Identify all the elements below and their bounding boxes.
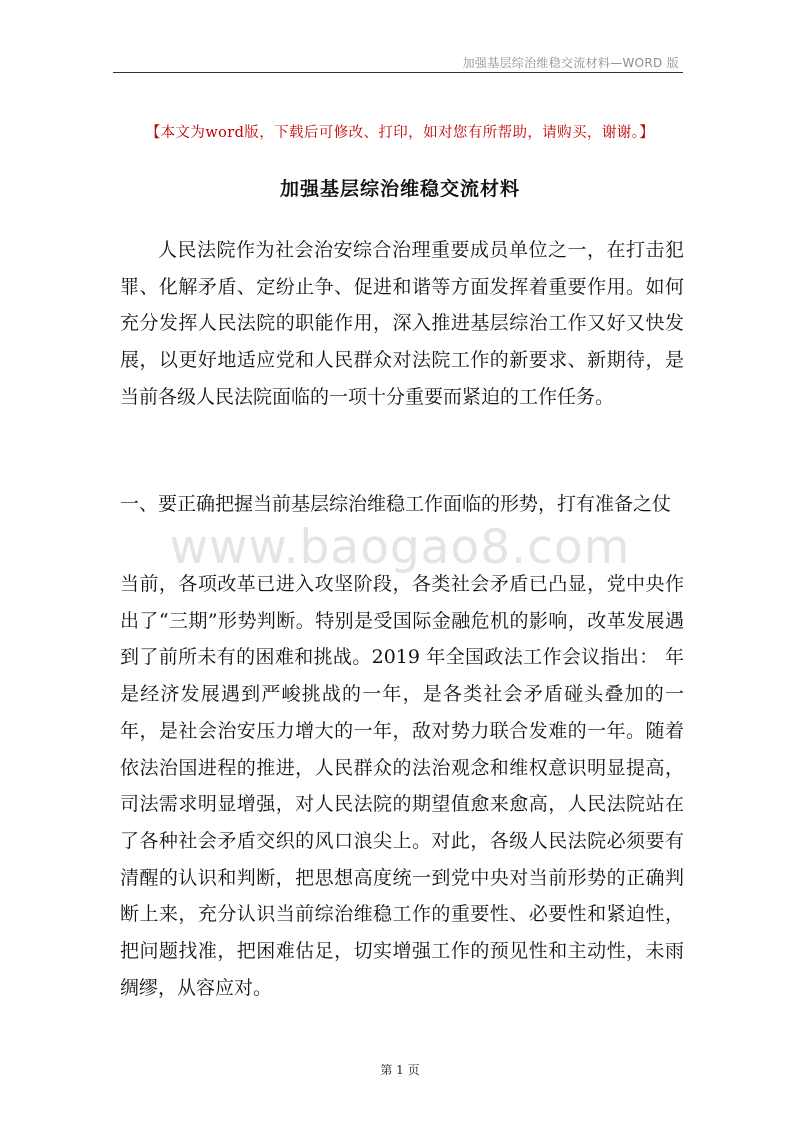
header-text: 加强基层综治维稳交流材料—WORD 版: [462, 56, 679, 70]
page-number: 第 1 页: [380, 1063, 420, 1077]
download-notice: 【本文为word版，下载后可修改、打印，如对您有所帮助，请购买，谢谢。】: [145, 125, 655, 141]
watermark: www.baogao8.com: [169, 520, 631, 575]
page-header: [113, 52, 683, 73]
document-title: 加强基层综治维稳交流材料: [279, 178, 520, 200]
paragraph-situation: 当前，各项改革已进入攻坚阶段，各类社会矛盾已凸显，党中央作出了“三期”形势判断。特别是受国际金融危机的影响，改革发展遇到了前所未有的困难和挑战。2019 年全国政法工作会议指出： 年是经济发展遇到严峻挑战的一年，是各类社会矛盾碰头叠加的一年，是社会治安压力增大的一年，敌对势力联合发难的一年。随着依法治国进程的推进，人民群众的法治观念和维权意识明显提高，司法需求明显增强，对人民法院的期望值愈来愈高，人民法院站在了各种社会矛盾交织的风口浪尖上。对此，各级人民法院必须要有清醒的认识和判断，把思想高度统一到党中央对当前形势的正确判断上来，充分认识当前综治维稳工作的重要性、必要性和紧迫性，把问题找准，把困难估足，切实增强工作的预见性和主动性，未雨绸缪，从容应对。: [120, 573, 684, 999]
paragraph-intro: 人民法院作为社会治安综合治理重要成员单位之一，在打击犯罪、化解矛盾、定纷止争、促进和谐等方面发挥着重要作用。如何充分发挥人民法院的职能作用，深入推进基层综治工作又好又快发展，以更好地适应党和人民群众对法院工作的新要求、新期待，是当前各级人民法院面临的一项十分重要而紧迫的工作任务。: [120, 239, 684, 408]
section-heading-1: 一、要正确把握当前基层综治维稳工作面临的形势，打有准备之仗: [120, 493, 672, 515]
